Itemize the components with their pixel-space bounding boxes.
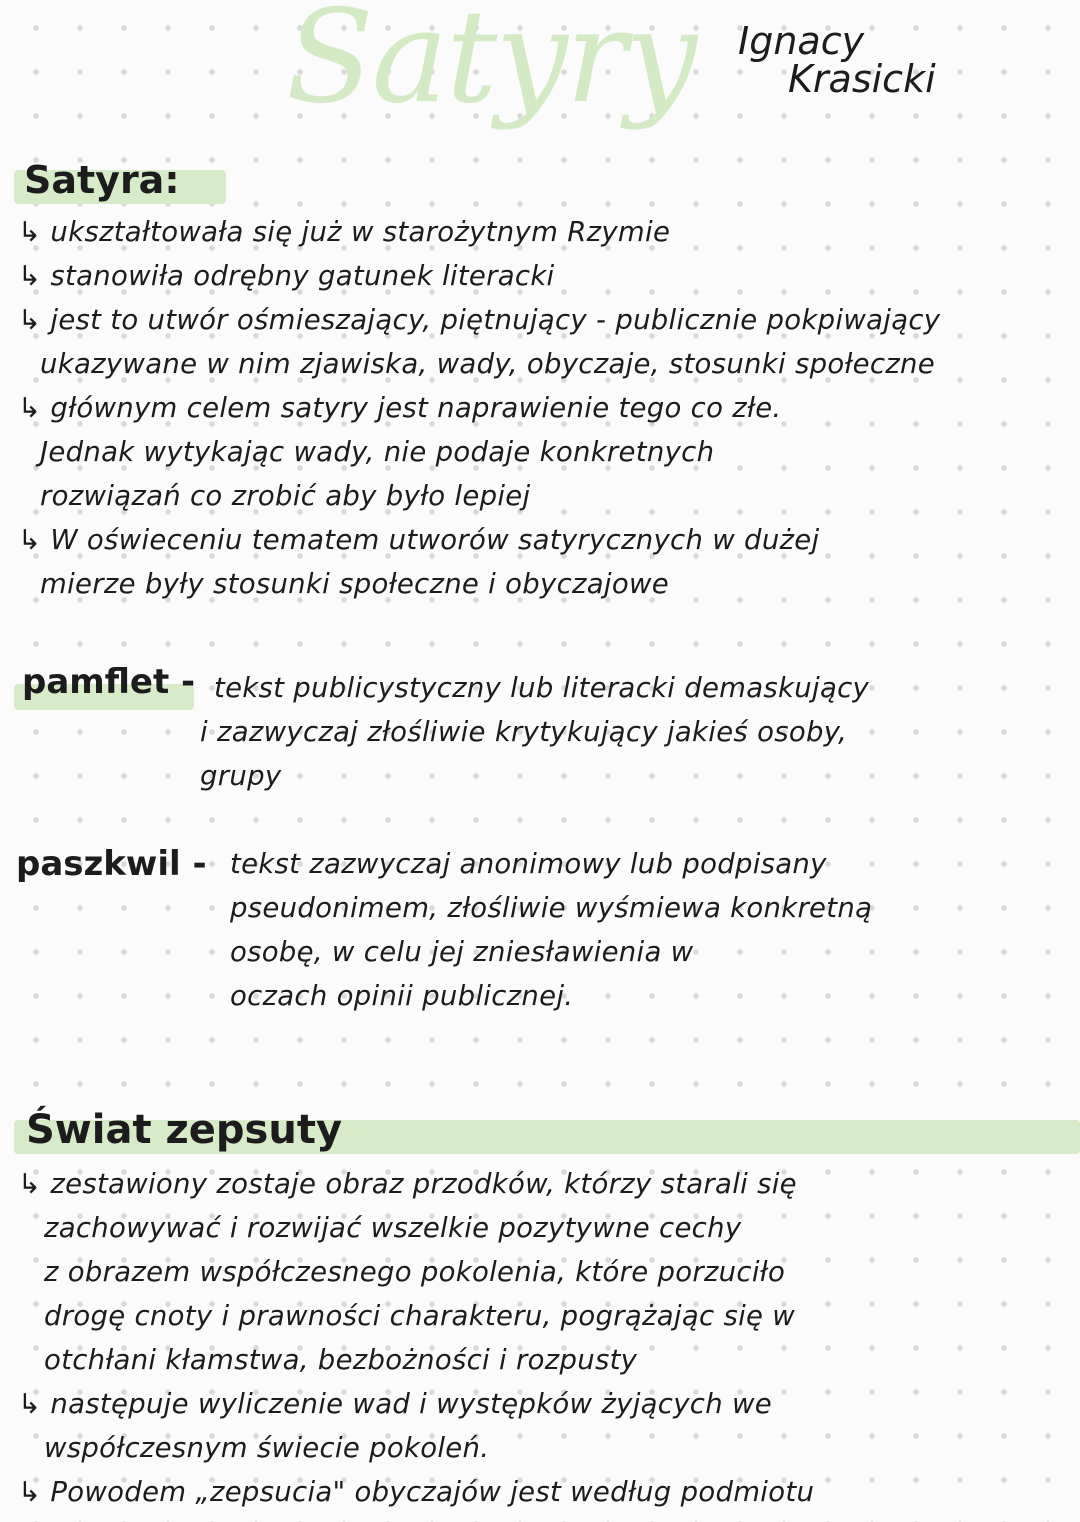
paszkwil-line-1: tekst zazwyczaj anonimowy lub podpisany xyxy=(230,848,827,880)
page-title: Satyry xyxy=(286,0,696,132)
paszkwil-definition xyxy=(230,842,872,1018)
pamflet-line-2: i zazwyczaj złośliwie krytykujący jakieś osoby, xyxy=(200,716,848,748)
satyra-line-9: mierze były stosunki społeczne i obyczajowe xyxy=(40,568,670,600)
swiat-line-4: drogę cnoty i prawności charakteru, pogrążając się w xyxy=(44,1300,796,1332)
paszkwil-line-2: pseudonimem, złośliwie wyśmiewa konkretną xyxy=(230,892,873,924)
swiat-body xyxy=(18,1162,814,1514)
author-first-name: Ignacy xyxy=(738,19,865,63)
author-name xyxy=(738,19,988,101)
paszkwil-line-3: osobę, w celu jej zniesławienia w xyxy=(230,936,694,968)
satyra-line-7: rozwiązań co zrobić aby było lepiej xyxy=(40,480,531,512)
swiat-line-5: otchłani kłamstwa, bezbożności i rozpusty xyxy=(44,1344,638,1376)
satyra-heading: Satyra: xyxy=(24,158,180,202)
swiat-line-2: zachowywać i rozwijać wszelkie pozytywne cechy xyxy=(44,1212,742,1244)
swiat-line-1: ↳ zestawiony zostaje obraz przodków, którzy starali się xyxy=(18,1168,797,1200)
pamflet-definition xyxy=(200,666,869,798)
satyra-line-3: ↳ jest to utwór ośmieszający, piętnujący - publicznie pokpiwający xyxy=(18,304,941,336)
satyra-line-1: ↳ ukształtowała się już w starożytnym Rzymie xyxy=(18,216,671,248)
satyra-line-8: ↳ W oświeceniu tematem utworów satyrycznych w dużej xyxy=(18,524,820,556)
pamflet-line-1: tekst publicystyczny lub literacki demaskujący xyxy=(214,672,870,704)
pamflet-term: pamflet - xyxy=(22,662,196,702)
satyra-line-6: Jednak wytykając wady, nie podaje konkretnych xyxy=(40,436,715,468)
satyra-line-2: ↳ stanowiła odrębny gatunek literacki xyxy=(18,260,555,292)
pamflet-line-3: grupy xyxy=(200,760,282,792)
swiat-line-7: współczesnym świecie pokoleń. xyxy=(44,1432,490,1464)
swiat-heading: Świat zepsuty xyxy=(26,1107,343,1153)
satyra-line-4: ukazywane w nim zjawiska, wady, obyczaje, stosunki społeczne xyxy=(40,348,936,380)
satyra-line-5: ↳ głównym celem satyry jest naprawienie tego co złe. xyxy=(18,392,782,424)
swiat-line-3: z obrazem współczesnego pokolenia, które porzuciło xyxy=(44,1256,786,1288)
swiat-line-6: ↳ następuje wyliczenie wad i występków żyjących we xyxy=(18,1388,772,1420)
satyra-body xyxy=(18,210,940,606)
paszkwil-term: paszkwil - xyxy=(16,844,207,884)
author-last-name: Krasicki xyxy=(788,57,936,101)
swiat-line-8: ↳ Powodem „zepsucia" obyczajów jest według podmiotu xyxy=(18,1476,815,1508)
paszkwil-line-4: oczach opinii publicznej. xyxy=(230,980,574,1012)
